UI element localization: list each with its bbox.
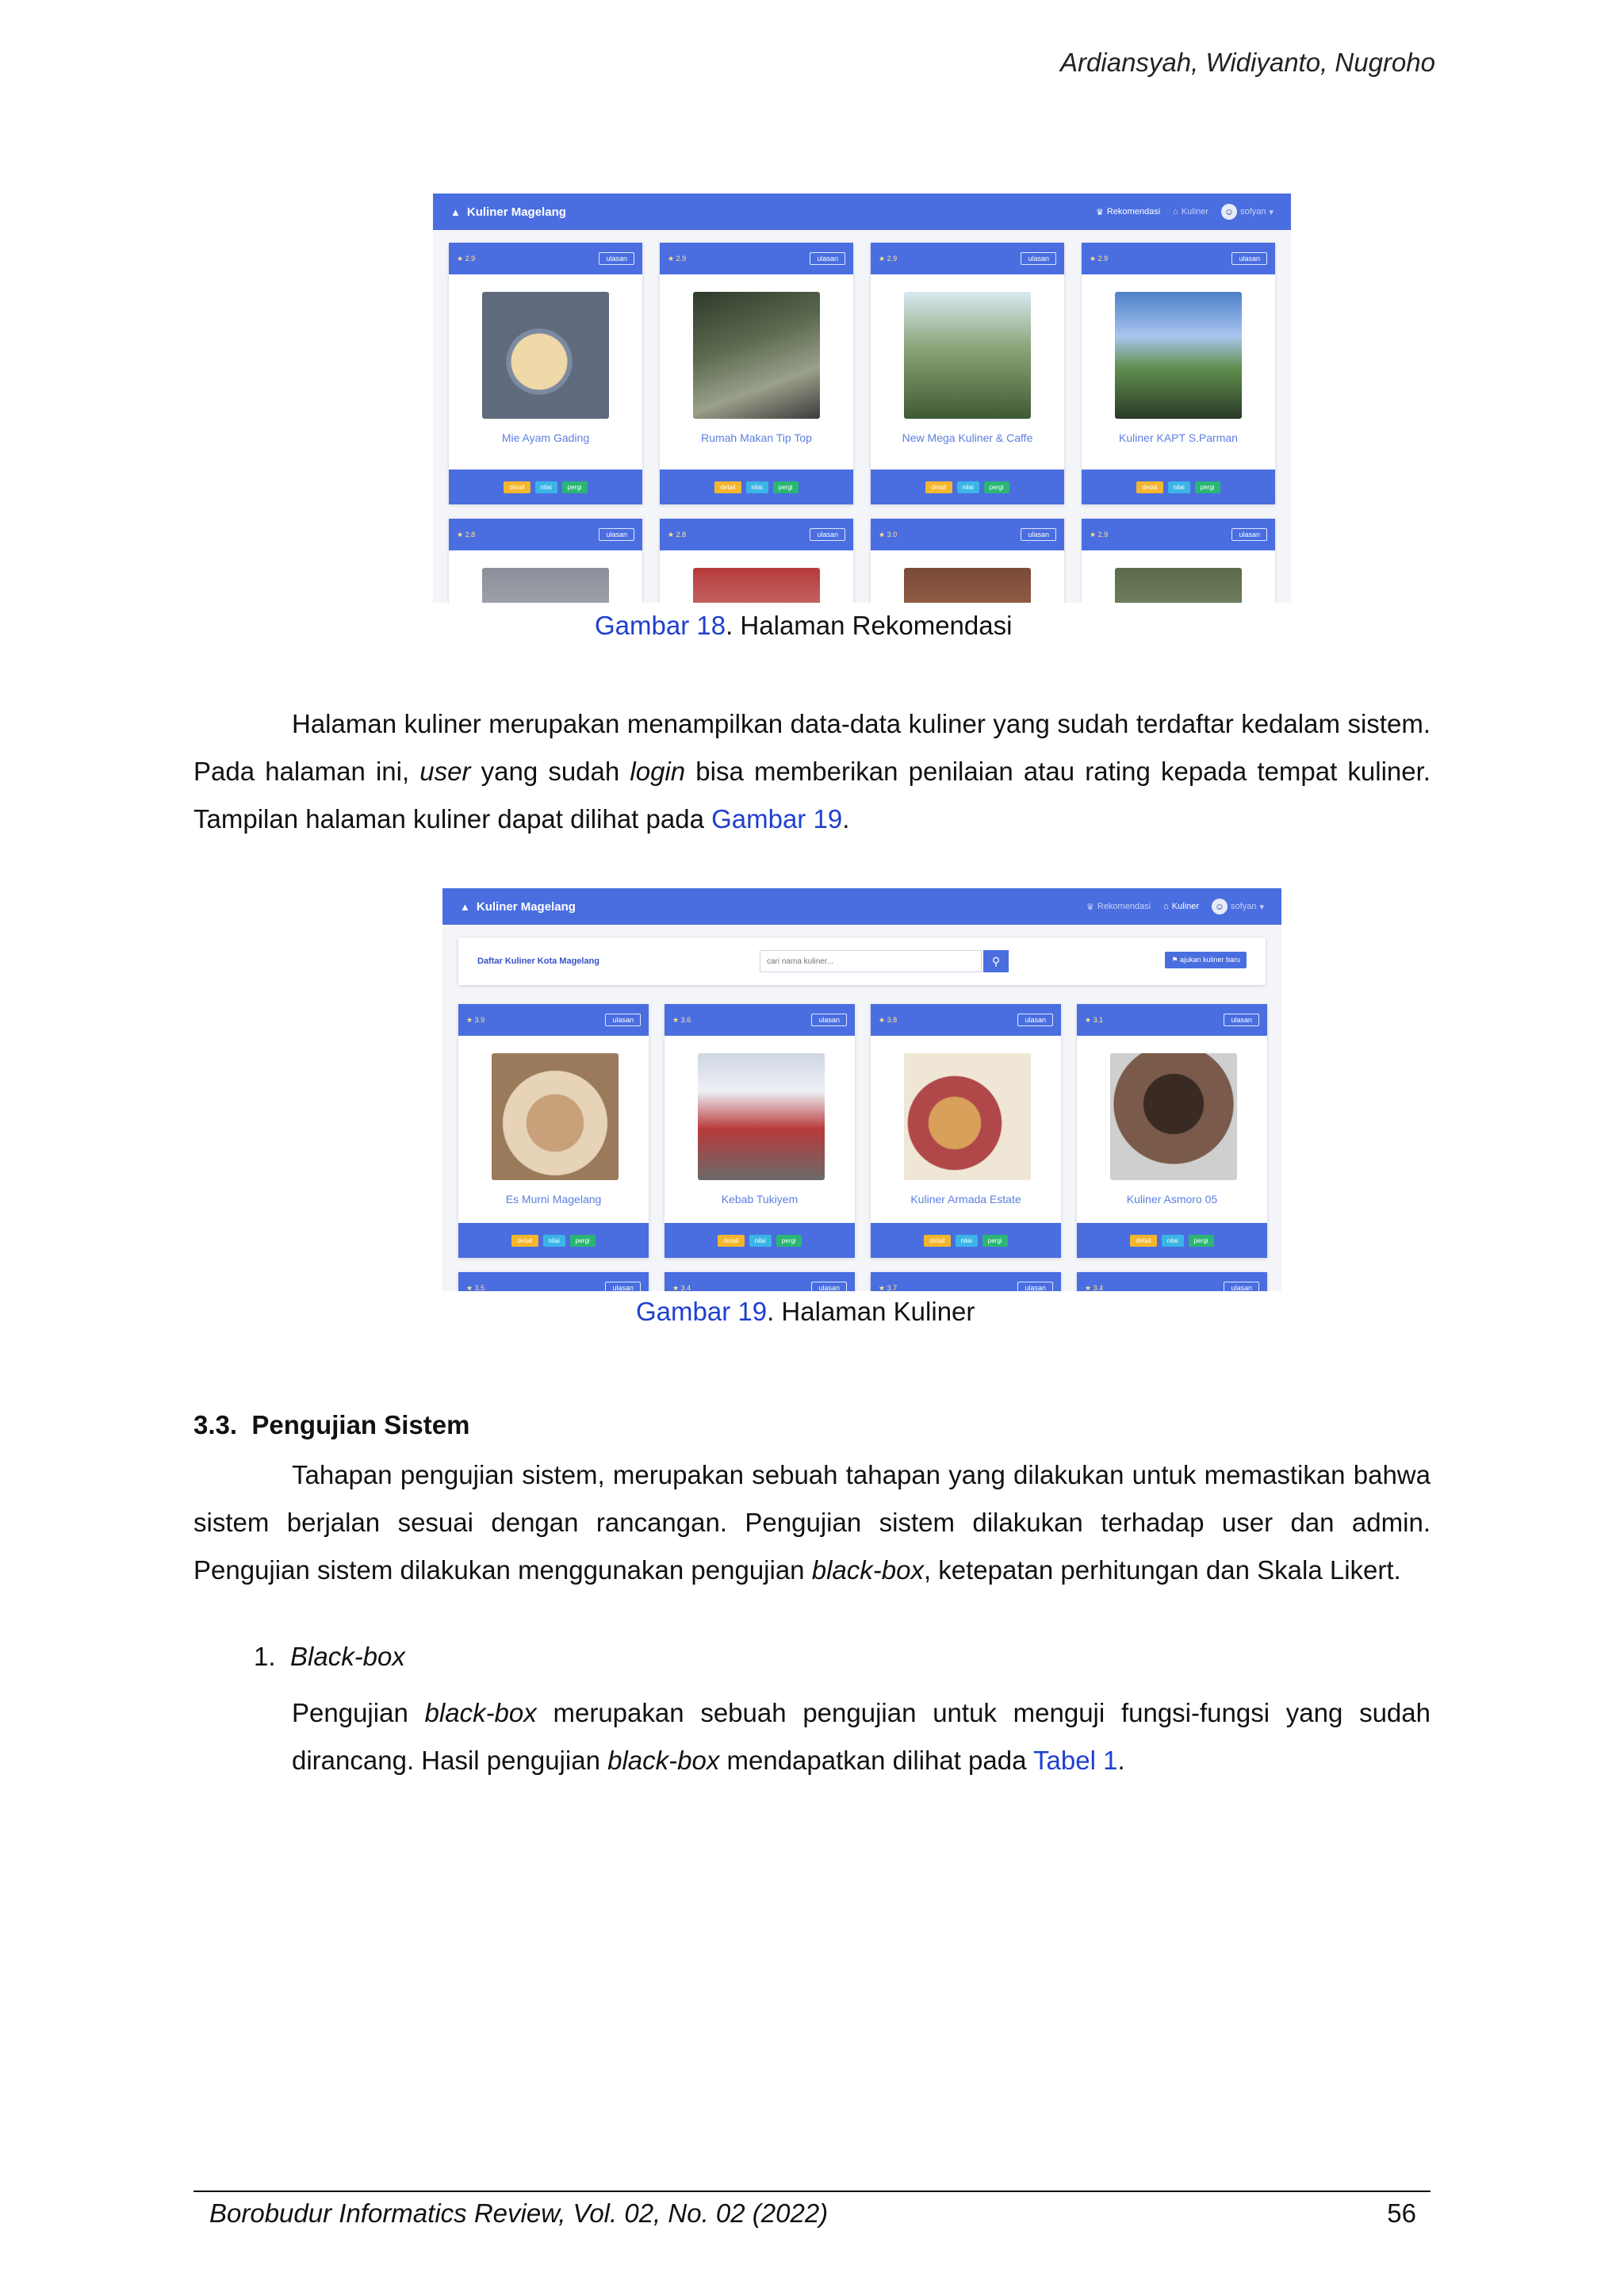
star-icon: ★ [1090,254,1097,263]
home-icon: ⌂ [1173,207,1178,217]
star-icon: ★ [466,1015,473,1024]
award-icon: ♛ [1096,207,1104,217]
nilai-button[interactable]: nilai [749,1235,772,1247]
user-name: sofyan [1231,902,1257,911]
kuliner-name[interactable]: Kuliner Asmoro 05 [1126,1193,1218,1205]
kuliner-card [665,1004,855,1258]
search-button[interactable] [983,950,1009,972]
nav-kuliner[interactable] [1173,207,1208,217]
figure-19-screenshot [442,888,1281,1291]
paragraph-kuliner: Halaman kuliner merupakan menampilkan data-data kuliner yang sudah terdaftar kedalam sistem. Pada halaman ini, user yang sudah login bisa memberikan penilaian atau rating kepada tempat kuliner. Tampilan halaman kuliner dapat dilihat pada Gambar 19. [193,709,1431,834]
food-photo [1115,292,1242,419]
kuliner-card [1082,243,1275,504]
ulasan-button[interactable]: ulasan [1017,1014,1053,1026]
star-icon: ★ [1085,1015,1092,1024]
pergi-button[interactable]: pergi [1189,1235,1214,1247]
section-number: 3.3. [193,1410,238,1439]
ulasan-button[interactable]: ulasan [1021,252,1056,265]
user-menu[interactable] [1221,204,1274,220]
avatar-icon: ☺ [1212,899,1228,914]
food-photo [492,1053,619,1180]
kuliner-name[interactable]: Kuliner KAPT S.Parman [1119,431,1238,444]
pergi-button[interactable]: pergi [570,1235,596,1247]
ulasan-button[interactable]: ulasan [1021,528,1056,541]
navbar [433,194,1291,230]
ulasan-button[interactable]: ulasan [599,528,634,541]
food-photo [482,292,609,419]
star-icon: ★ [672,1015,680,1024]
pergi-button[interactable]: pergi [982,1235,1008,1247]
kuliner-name[interactable]: Mie Ayam Gading [501,431,590,444]
detail-button[interactable]: detail [1130,1235,1156,1247]
rating: ★ 3.4 [672,1283,691,1291]
nilai-button[interactable]: nilai [1162,1235,1184,1247]
table-1-link[interactable]: Tabel [1033,1746,1096,1775]
star-icon: ★ [879,530,886,539]
ulasan-button[interactable]: ulasan [1224,1282,1259,1291]
nav-kuliner-label: Kuliner [1181,207,1209,217]
ulasan-button[interactable]: ulasan [1231,528,1267,541]
ulasan-button[interactable]: ulasan [811,1014,847,1026]
food-photo [904,1053,1031,1180]
pergi-button[interactable]: pergi [562,481,588,493]
pergi-button[interactable]: pergi [1195,481,1220,493]
section-title: Pengujian Sistem [251,1410,470,1439]
pergi-button[interactable]: pergi [773,481,799,493]
figure-19-caption-text: . Halaman Kuliner [767,1297,975,1326]
kuliner-card [871,243,1064,504]
signal-icon: ▲ [460,900,470,913]
kuliner-name[interactable]: Kebab Tukiyem [721,1193,799,1205]
ulasan-button[interactable]: ulasan [599,252,634,265]
food-photo [693,292,820,419]
search-panel [458,937,1266,985]
figure-19-link-num[interactable]: 19 [813,804,843,834]
figure-18-caption-text: . Halaman Rekomendasi [726,611,1013,640]
star-icon: ★ [668,254,675,263]
detail-button[interactable]: detail [925,481,952,493]
star-icon: ★ [457,530,464,539]
section-heading [193,1410,469,1440]
star-icon: ★ [1090,530,1097,539]
nilai-button[interactable]: nilai [1168,481,1190,493]
rating: ★ 3.6 [672,1015,691,1024]
rating: ★ 2.9 [879,254,898,263]
star-icon: ★ [1085,1283,1092,1291]
detail-button[interactable]: detail [504,481,530,493]
star-icon: ★ [466,1283,473,1291]
rating: ★ 3.1 [1085,1015,1104,1024]
food-photo [482,568,609,603]
user-name: sofyan [1240,207,1266,217]
food-photo [904,292,1031,419]
brand-label: Kuliner Magelang [476,899,576,914]
kuliner-card [1082,519,1275,603]
table-1-link-num[interactable]: 1 [1103,1746,1118,1775]
user-menu[interactable] [1212,899,1264,914]
footer-rule [193,2191,1431,2192]
food-photo [698,1053,825,1180]
figure-19-ref[interactable]: Gambar 19 [636,1297,768,1326]
rating: ★ 2.9 [1090,530,1109,539]
search-icon: ⚲ [991,954,1001,968]
figure-18-screenshot [433,194,1291,603]
list-item-blackbox [254,1642,405,1672]
kuliner-card [871,1272,1061,1291]
food-photo [693,568,820,603]
detail-button[interactable]: detail [718,1235,744,1247]
rating: ★ 3.8 [879,1015,898,1024]
ulasan-button[interactable]: ulasan [1224,1014,1259,1026]
nilai-button[interactable]: nilai [956,1235,978,1247]
figure-18-ref[interactable]: Gambar 18 [595,611,726,640]
page-number: 56 [1387,2198,1416,2228]
nav-rekomendasi-label: Rekomendasi [1106,207,1161,217]
rating: ★ 2.8 [457,530,476,539]
kuliner-name[interactable]: Es Murni Magelang [505,1193,602,1205]
nilai-button[interactable]: nilai [535,481,557,493]
nav-rekomendasi[interactable] [1086,902,1151,912]
food-photo [904,568,1031,603]
avatar-icon: ☺ [1221,204,1237,220]
search-input[interactable] [760,950,982,972]
kuliner-card [449,243,642,504]
star-icon: ★ [879,1015,886,1024]
rating: ★ 3.0 [879,530,898,539]
rating: ★ 2.9 [457,254,476,263]
list-label: Black-box [290,1642,405,1671]
kuliner-name[interactable]: Kuliner Armada Estate [910,1193,1021,1205]
kuliner-card [660,243,853,504]
figure-19-caption [636,1297,975,1327]
kuliner-card [1077,1272,1267,1291]
rating: ★ 2.9 [668,254,687,263]
ulasan-button[interactable]: ulasan [1017,1282,1053,1291]
star-icon: ★ [879,1283,886,1291]
figure-18-caption [595,611,1012,641]
nilai-button[interactable]: nilai [543,1235,565,1247]
signal-icon: ▲ [450,205,461,218]
kuliner-card [458,1004,649,1258]
navbar [442,888,1281,925]
kuliner-card [449,519,642,603]
kuliner-name[interactable]: New Mega Kuliner & Caffe [902,431,1033,444]
brand[interactable] [450,205,566,219]
ulasan-button[interactable]: ulasan [810,252,845,265]
paragraph-pengujian: Tahapan pengujian sistem, merupakan sebuah tahapan yang dilakukan untuk memastikan bahwa sistem berjalan sesuai dengan rancangan. Pengujian sistem dilakukan terhadap user dan admin. Pengujian sistem dilakukan menggunakan pengujian black-box, ketepatan perhitungan dan Skala Likert. [193,1460,1431,1585]
nav-rekomendasi[interactable] [1096,207,1160,217]
brand[interactable] [460,900,576,914]
ulasan-button[interactable]: ulasan [1231,252,1267,265]
home-icon: ⌂ [1163,902,1169,911]
detail-button[interactable]: detail [924,1235,950,1247]
list-number: 1. [254,1642,276,1671]
kuliner-card [458,1272,649,1291]
detail-button[interactable]: detail [714,481,741,493]
rating: ★ 3.7 [879,1283,898,1291]
add-kuliner-button[interactable]: ⚑ ajukan kuliner baru [1165,952,1247,968]
star-icon: ★ [668,530,675,539]
ulasan-button[interactable]: ulasan [811,1282,847,1291]
star-icon: ★ [457,254,464,263]
rating: ★ 3.4 [1085,1283,1104,1291]
star-icon: ★ [879,254,886,263]
figure-19-link[interactable]: Gambar [711,804,806,834]
brand-label: Kuliner Magelang [466,205,566,219]
rating: ★ 3.5 [466,1283,485,1291]
kuliner-card [660,519,853,603]
detail-button[interactable]: detail [1136,481,1162,493]
ulasan-button[interactable]: ulasan [810,528,845,541]
list-title: Daftar Kuliner Kota Magelang [477,956,600,966]
kuliner-card [871,519,1064,603]
caret-down-icon: ▾ [1259,902,1264,912]
pergi-button[interactable]: pergi [984,481,1009,493]
kuliner-card [871,1004,1061,1258]
rating: ★ 3.9 [466,1015,485,1024]
kuliner-name[interactable]: Rumah Makan Tip Top [701,431,812,444]
food-photo [1115,568,1242,603]
rating: ★ 2.9 [1090,254,1109,263]
map-marker-icon: ⚑ [1171,956,1178,964]
nav-kuliner-label: Kuliner [1171,902,1200,911]
award-icon: ♛ [1086,902,1094,912]
food-photo [1110,1053,1237,1180]
nilai-button[interactable]: nilai [957,481,979,493]
nav-rekomendasi-label: Rekomendasi [1097,902,1151,911]
ulasan-button[interactable]: ulasan [605,1282,641,1291]
ulasan-button[interactable]: ulasan [605,1014,641,1026]
nilai-button[interactable]: nilai [746,481,768,493]
star-icon: ★ [672,1283,680,1291]
caret-down-icon: ▾ [1269,207,1274,217]
pergi-button[interactable]: pergi [776,1235,802,1247]
kuliner-card [665,1272,855,1291]
nav-kuliner[interactable] [1163,902,1199,911]
running-header-authors: Ardiansyah, Widiyanto, Nugroho [1060,48,1435,77]
rating: ★ 2.8 [668,530,687,539]
kuliner-card [1077,1004,1267,1258]
paragraph-blackbox: Pengujian black-box merupakan sebuah pengujian untuk menguji fungsi-fungsi yang sudah dirancang. Hasil pengujian black-box mendapatkan dilihat pada Tabel 1. [292,1698,1431,1775]
footer-journal: Borobudur Informatics Review, Vol. 02, No. 02 (2022) [209,2198,829,2228]
detail-button[interactable]: detail [511,1235,538,1247]
